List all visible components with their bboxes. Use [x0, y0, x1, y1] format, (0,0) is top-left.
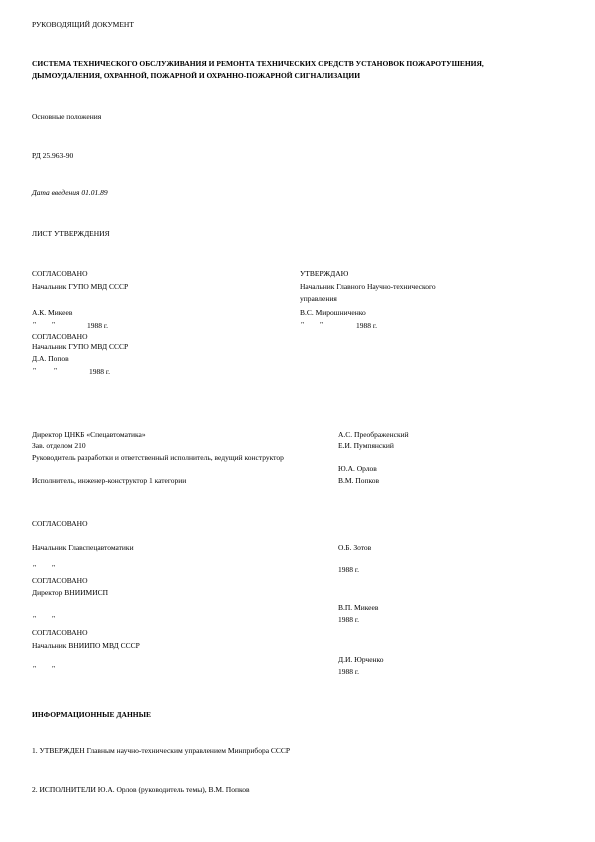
date-quote-close: " [52, 320, 56, 329]
info-heading: ИНФОРМАЦИОННЫЕ ДАННЫЕ [32, 710, 151, 719]
date-quote-open: " [33, 320, 37, 329]
document-subtitle: Основные положения [32, 112, 102, 121]
agreed-block-year-a: 1988 г. [338, 565, 359, 574]
date-quote-open: " [33, 664, 37, 673]
approve-position-line1: Начальник Главного Научно-технического [300, 282, 436, 291]
agreed-block-label-c: СОГЛАСОВАНО [32, 628, 88, 637]
developer-name-4: В.М. Попков [338, 476, 380, 485]
developer-name-1: А.С. Преображенский [338, 430, 409, 439]
date-quote-close: " [52, 614, 56, 623]
info-item-2: 2. ИСПОЛНИТЕЛИ Ю.А. Орлов (руководитель темы), В.М. Попков [32, 785, 250, 794]
agreed-position-2: Начальник ГУПО МВД СССР [32, 342, 129, 351]
developer-role-3: Руководитель разработки и ответственный исполнитель, ведущий конструктор [32, 453, 284, 462]
agreed-year-2: 1988 г. [89, 367, 110, 376]
agreed-block-name-a: О.Б. Зотов [338, 543, 372, 552]
agreed-block-name-b: В.П. Микеев [338, 603, 379, 612]
agreed-block-year-c: 1988 г. [338, 667, 359, 676]
agreed-name-2: Д.А. Попов [32, 354, 69, 363]
developer-name-2: Е.И. Пумпянский [338, 441, 394, 450]
document-title-line2: ДЫМОУДАЛЕНИЯ, ОХРАННОЙ, ПОЖАРНОЙ И ОХРАННО-ПОЖАРНОЙ СИГНАЛИЗАЦИИ [32, 71, 361, 80]
date-quote-close: " [320, 320, 324, 329]
approve-label: УТВЕРЖДАЮ [300, 269, 349, 278]
agreed-block-year-b: 1988 г. [338, 615, 359, 624]
document-number: РД 25.963-90 [32, 151, 74, 160]
date-quote-open: " [301, 320, 305, 329]
date-quote-close: " [52, 664, 56, 673]
agreed-block-position-b: Директор ВНИИМИСП [32, 588, 109, 597]
document-type: РУКОВОДЯЩИЙ ДОКУМЕНТ [32, 20, 134, 29]
date-quote-open: " [33, 563, 37, 572]
agreed-block-label-b: СОГЛАСОВАНО [32, 576, 88, 585]
developer-role-4: Исполнитель, инженер-конструктор 1 категории [32, 476, 187, 485]
approve-position-line2: управления [300, 294, 337, 303]
approve-name: В.С. Мирошниченко [300, 308, 366, 317]
agreed-block-name-c: Д.И. Юрченко [338, 655, 384, 664]
agreed-name-1: А.К. Микеев [32, 308, 73, 317]
approve-year: 1988 г. [356, 321, 377, 330]
agreed-block-position-c: Начальник ВНИИПО МВД СССР [32, 641, 140, 650]
agreed-block-position-a: Начальник Главспецавтоматики [32, 543, 134, 552]
approval-sheet-heading: ЛИСТ УТВЕРЖДЕНИЯ [32, 229, 110, 238]
date-of-introduction: Дата введения 01.01.89 [32, 188, 108, 197]
agreed-position-1: Начальник ГУПО МВД СССР [32, 282, 129, 291]
agreed-label-2: СОГЛАСОВАНО [32, 332, 88, 341]
info-item-1: 1. УТВЕРЖДЕН Главным научно-техническим управлением Минприбора СССР [32, 746, 291, 755]
date-quote-close: " [54, 366, 58, 375]
agreed-block-label: СОГЛАСОВАНО [32, 519, 88, 528]
date-quote-open: " [33, 366, 37, 375]
document-title-line1: СИСТЕМА ТЕХНИЧЕСКОГО ОБСЛУЖИВАНИЯ И РЕМОНТА ТЕХНИЧЕСКИХ СРЕДСТВ УСТАНОВОК ПОЖАРОТУШЕНИЯ, [32, 59, 484, 68]
agreed-label-1: СОГЛАСОВАНО [32, 269, 88, 278]
agreed-year-1: 1988 г. [87, 321, 108, 330]
document-title [32, 58, 572, 82]
developer-name-3: Ю.А. Орлов [338, 464, 377, 473]
date-quote-close: " [52, 563, 56, 572]
date-quote-open: " [33, 614, 37, 623]
developer-role-2: Зав. отделом 210 [32, 441, 86, 450]
developer-role-1: Директор ЦНКБ «Спецавтоматика» [32, 430, 146, 439]
